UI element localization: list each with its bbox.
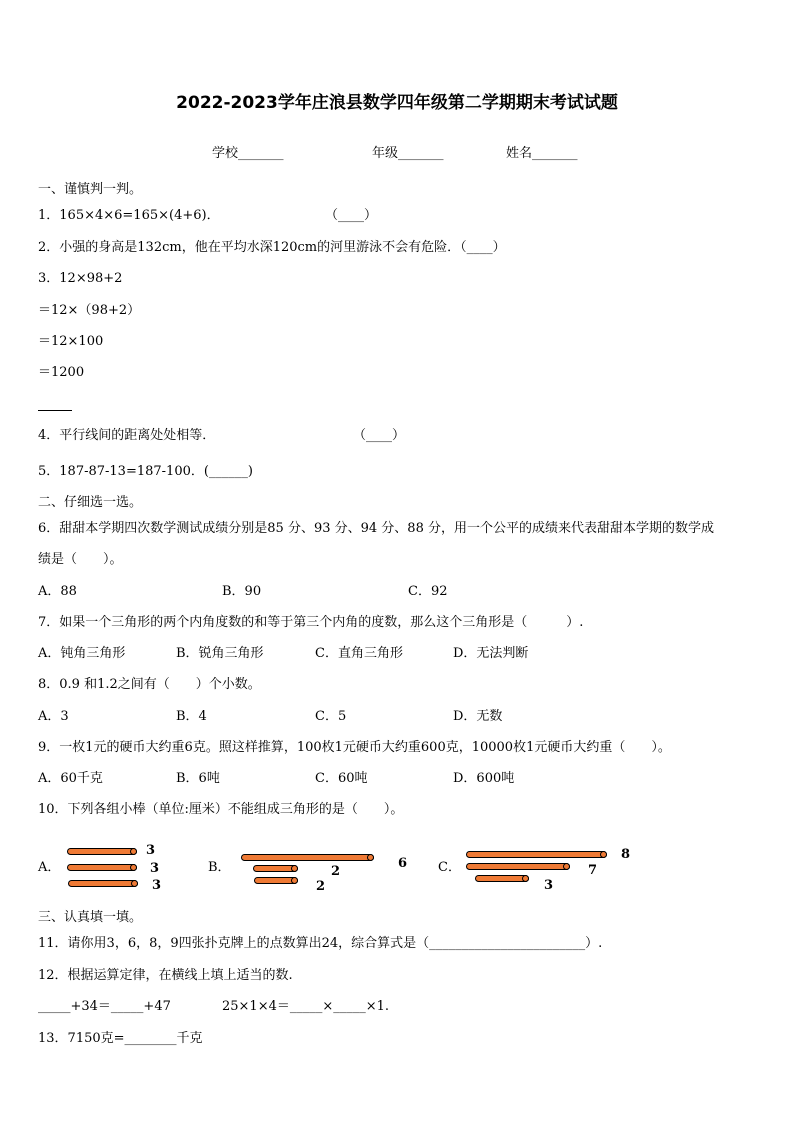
question-9-option-a[interactable]: A．60千克 bbox=[38, 771, 103, 786]
question-3-line-4: ＝1200 bbox=[38, 365, 85, 380]
question-12: 12．根据运算定律，在横线上填上适当的数. bbox=[38, 968, 293, 983]
question-4: 4．平行线间的距离处处相等． bbox=[38, 428, 216, 443]
question-6-line-2: 绩是（ ）。 bbox=[38, 552, 123, 567]
question-10-option-a[interactable]: A． bbox=[38, 860, 61, 875]
section-1-heading: 一、谨慎判一判。 bbox=[38, 182, 143, 197]
question-8-option-c[interactable]: C．5 bbox=[315, 709, 347, 724]
stick-c-1-length: 8 bbox=[621, 847, 631, 862]
question-5: 5．187-87-13=187-100．(______) bbox=[38, 464, 254, 479]
stick-b-3 bbox=[254, 877, 298, 884]
stick-b-1 bbox=[241, 854, 374, 861]
question-9-option-d[interactable]: D．600吨 bbox=[453, 771, 515, 786]
question-9-option-b[interactable]: B．6吨 bbox=[176, 771, 220, 786]
stick-a-1-length: 3 bbox=[146, 843, 156, 858]
question-3-line-2: ＝12×（98+2） bbox=[38, 303, 141, 318]
stick-a-3 bbox=[68, 880, 138, 887]
question-10-option-b[interactable]: B． bbox=[208, 860, 231, 875]
stick-b-2-length: 2 bbox=[331, 864, 341, 879]
question-7-option-c[interactable]: C．直角三角形 bbox=[315, 646, 403, 661]
stick-c-3-length: 3 bbox=[544, 878, 554, 893]
school-field[interactable]: 学校_______ bbox=[212, 146, 284, 161]
grade-field[interactable]: 年级_______ bbox=[372, 146, 444, 161]
question-12-part-b[interactable]: 25×1×4＝_____×_____×1. bbox=[222, 999, 390, 1014]
question-7: 7．如果一个三角形的两个内角度数的和等于第三个内角的度数，那么这个三角形是（ ）. bbox=[38, 615, 584, 630]
name-field[interactable]: 姓名_______ bbox=[506, 146, 578, 161]
stick-b-2 bbox=[253, 865, 298, 872]
question-8-option-d[interactable]: D．无数 bbox=[453, 709, 503, 724]
question-12-part-a[interactable]: _____+34＝_____+47 bbox=[38, 999, 171, 1014]
question-7-option-b[interactable]: B．锐角三角形 bbox=[176, 646, 264, 661]
stick-c-2 bbox=[466, 863, 570, 870]
question-6-option-c[interactable]: C．92 bbox=[408, 584, 448, 599]
question-2: 2．小强的身高是132cm，他在平均水深120cm的河里游泳不会有危险．（____） bbox=[38, 240, 506, 255]
stick-a-2-length: 3 bbox=[150, 861, 160, 876]
stick-a-3-length: 3 bbox=[152, 878, 162, 893]
question-13: 13．7150克=________千克 bbox=[38, 1031, 203, 1046]
page-title: 2022-2023学年庄浪县数学四年级第二学期期末考试试题 bbox=[176, 93, 618, 113]
stick-b-1-length: 6 bbox=[398, 856, 408, 871]
stick-a-2 bbox=[67, 864, 137, 871]
question-8-option-b[interactable]: B．4 bbox=[176, 709, 207, 724]
question-6-line-1: 6．甜甜本学期四次数学测试成绩分别是85 分、93 分、94 分、88 分，用一个公平的成绩来代表甜甜本学期的数学成 bbox=[38, 521, 714, 536]
question-3-line-3: ＝12×100 bbox=[38, 334, 104, 349]
question-6-option-a[interactable]: A．88 bbox=[38, 584, 77, 599]
question-10-option-c[interactable]: C． bbox=[438, 860, 461, 875]
question-6-option-b[interactable]: B．90 bbox=[222, 584, 262, 599]
stick-b-3-length: 2 bbox=[316, 879, 326, 894]
question-9-option-c[interactable]: C．60吨 bbox=[315, 771, 368, 786]
stick-a-1 bbox=[67, 848, 137, 855]
stick-c-1 bbox=[466, 851, 607, 858]
question-7-option-d[interactable]: D．无法判断 bbox=[453, 646, 529, 661]
question-7-option-a[interactable]: A．钝角三角形 bbox=[38, 646, 126, 661]
question-3-line-1: 3．12×98+2 bbox=[38, 271, 123, 286]
section-2-heading: 二、仔细选一选。 bbox=[38, 495, 143, 510]
question-11: 11．请你用3，6，8，9四张扑克牌上的点数算出24，综合算式是（________________________）. bbox=[38, 936, 603, 951]
stick-c-2-length: 7 bbox=[588, 863, 598, 878]
question-9: 9．一枚1元的硬币大约重6克。照这样推算，100枚1元硬币大约重600克，10000枚1元硬币大约重（ ）。 bbox=[38, 740, 671, 755]
question-1-answer-blank[interactable]: （____） bbox=[325, 208, 378, 223]
question-10: 10．下列各组小棒（单位:厘米）不能组成三角形的是（ ）。 bbox=[38, 802, 404, 817]
question-8-option-a[interactable]: A．3 bbox=[38, 709, 69, 724]
question-1: 1．165×4×6=165×(4+6)． bbox=[38, 208, 220, 223]
question-4-answer-blank[interactable]: （____） bbox=[353, 428, 406, 443]
stick-c-3 bbox=[475, 875, 529, 882]
section-3-heading: 三、认真填一填。 bbox=[38, 910, 143, 925]
question-8: 8．0.9 和1.2之间有（ ）个小数。 bbox=[38, 677, 261, 692]
question-3-answer-blank[interactable] bbox=[38, 410, 72, 411]
